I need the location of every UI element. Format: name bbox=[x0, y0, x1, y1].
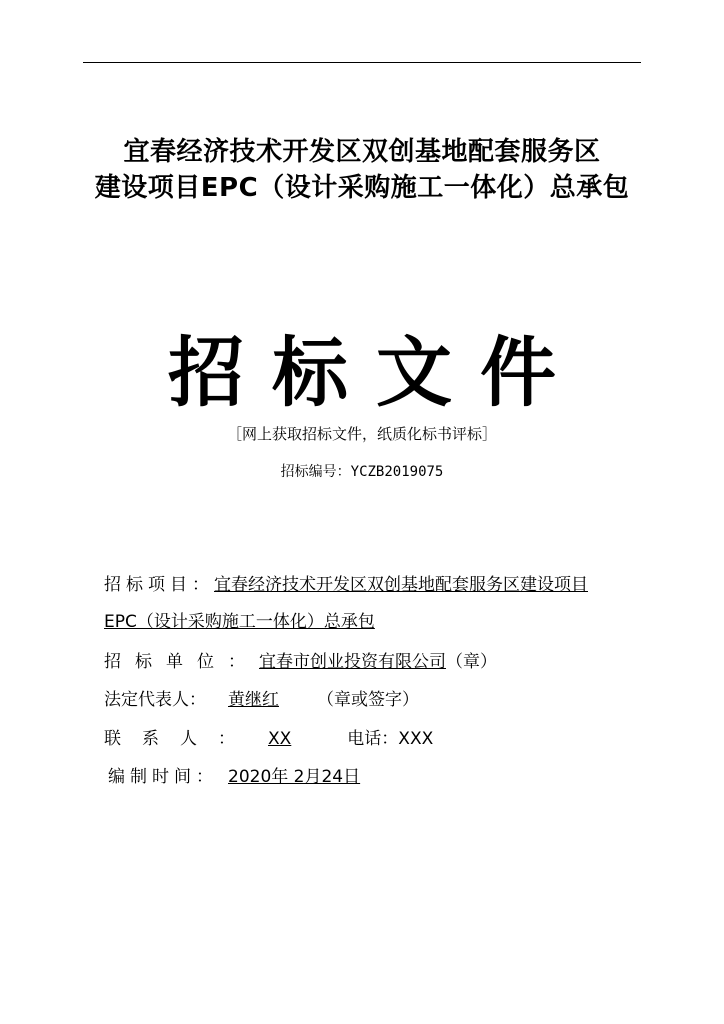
tenderer-value: 宜春市创业投资有限公司 bbox=[259, 652, 446, 672]
project-line bbox=[104, 572, 588, 598]
bid-number-value: YCZB2019075 bbox=[350, 464, 444, 480]
date-line bbox=[108, 764, 360, 790]
project-value-line-2: EPC（设计采购施工一体化）总承包 bbox=[104, 612, 375, 632]
contact-value: XX bbox=[268, 729, 292, 749]
project-value-line-1: 宜春经济技术开发区双创基地配套服务区建设项目 bbox=[214, 575, 588, 595]
legal-rep-label: 法定代表人： bbox=[104, 690, 206, 710]
tenderer-seal-note: （章） bbox=[446, 652, 497, 672]
contact-value-underline bbox=[256, 729, 303, 749]
tenderer-label: 招标单位： bbox=[104, 652, 259, 672]
contact-label: 联系人： bbox=[104, 729, 256, 749]
phone-label: 电话： bbox=[347, 729, 399, 749]
contact-line bbox=[104, 726, 433, 752]
project-title-line-2: 建设项目EPC（设计采购施工一体化）总承包 bbox=[94, 173, 630, 203]
legal-rep-value-underline bbox=[206, 690, 317, 710]
date-value: 2020年 2月24日 bbox=[228, 767, 361, 787]
project-label: 招标项目： bbox=[104, 575, 214, 595]
legal-representative-line bbox=[104, 687, 419, 713]
project-title-line-1: 宜春经济技术开发区双创基地配套服务区 bbox=[123, 137, 601, 167]
bid-number-label: 招标编号： bbox=[280, 464, 351, 480]
date-value-underline bbox=[218, 767, 360, 787]
tenderer-line bbox=[104, 649, 497, 675]
legal-rep-sign-note: （章或签字） bbox=[317, 690, 419, 710]
procurement-notice: ［网上获取招标文件，纸质化标书评标］ bbox=[226, 425, 497, 443]
phone-value: XXX bbox=[398, 729, 434, 749]
legal-rep-value: 黄继红 bbox=[228, 690, 279, 710]
date-label: 编制时间： bbox=[108, 767, 218, 787]
project-line-continued bbox=[104, 609, 375, 635]
document-type-heading: 招标文件 bbox=[168, 328, 584, 417]
header-rule bbox=[83, 62, 641, 63]
bid-number bbox=[0, 461, 724, 483]
